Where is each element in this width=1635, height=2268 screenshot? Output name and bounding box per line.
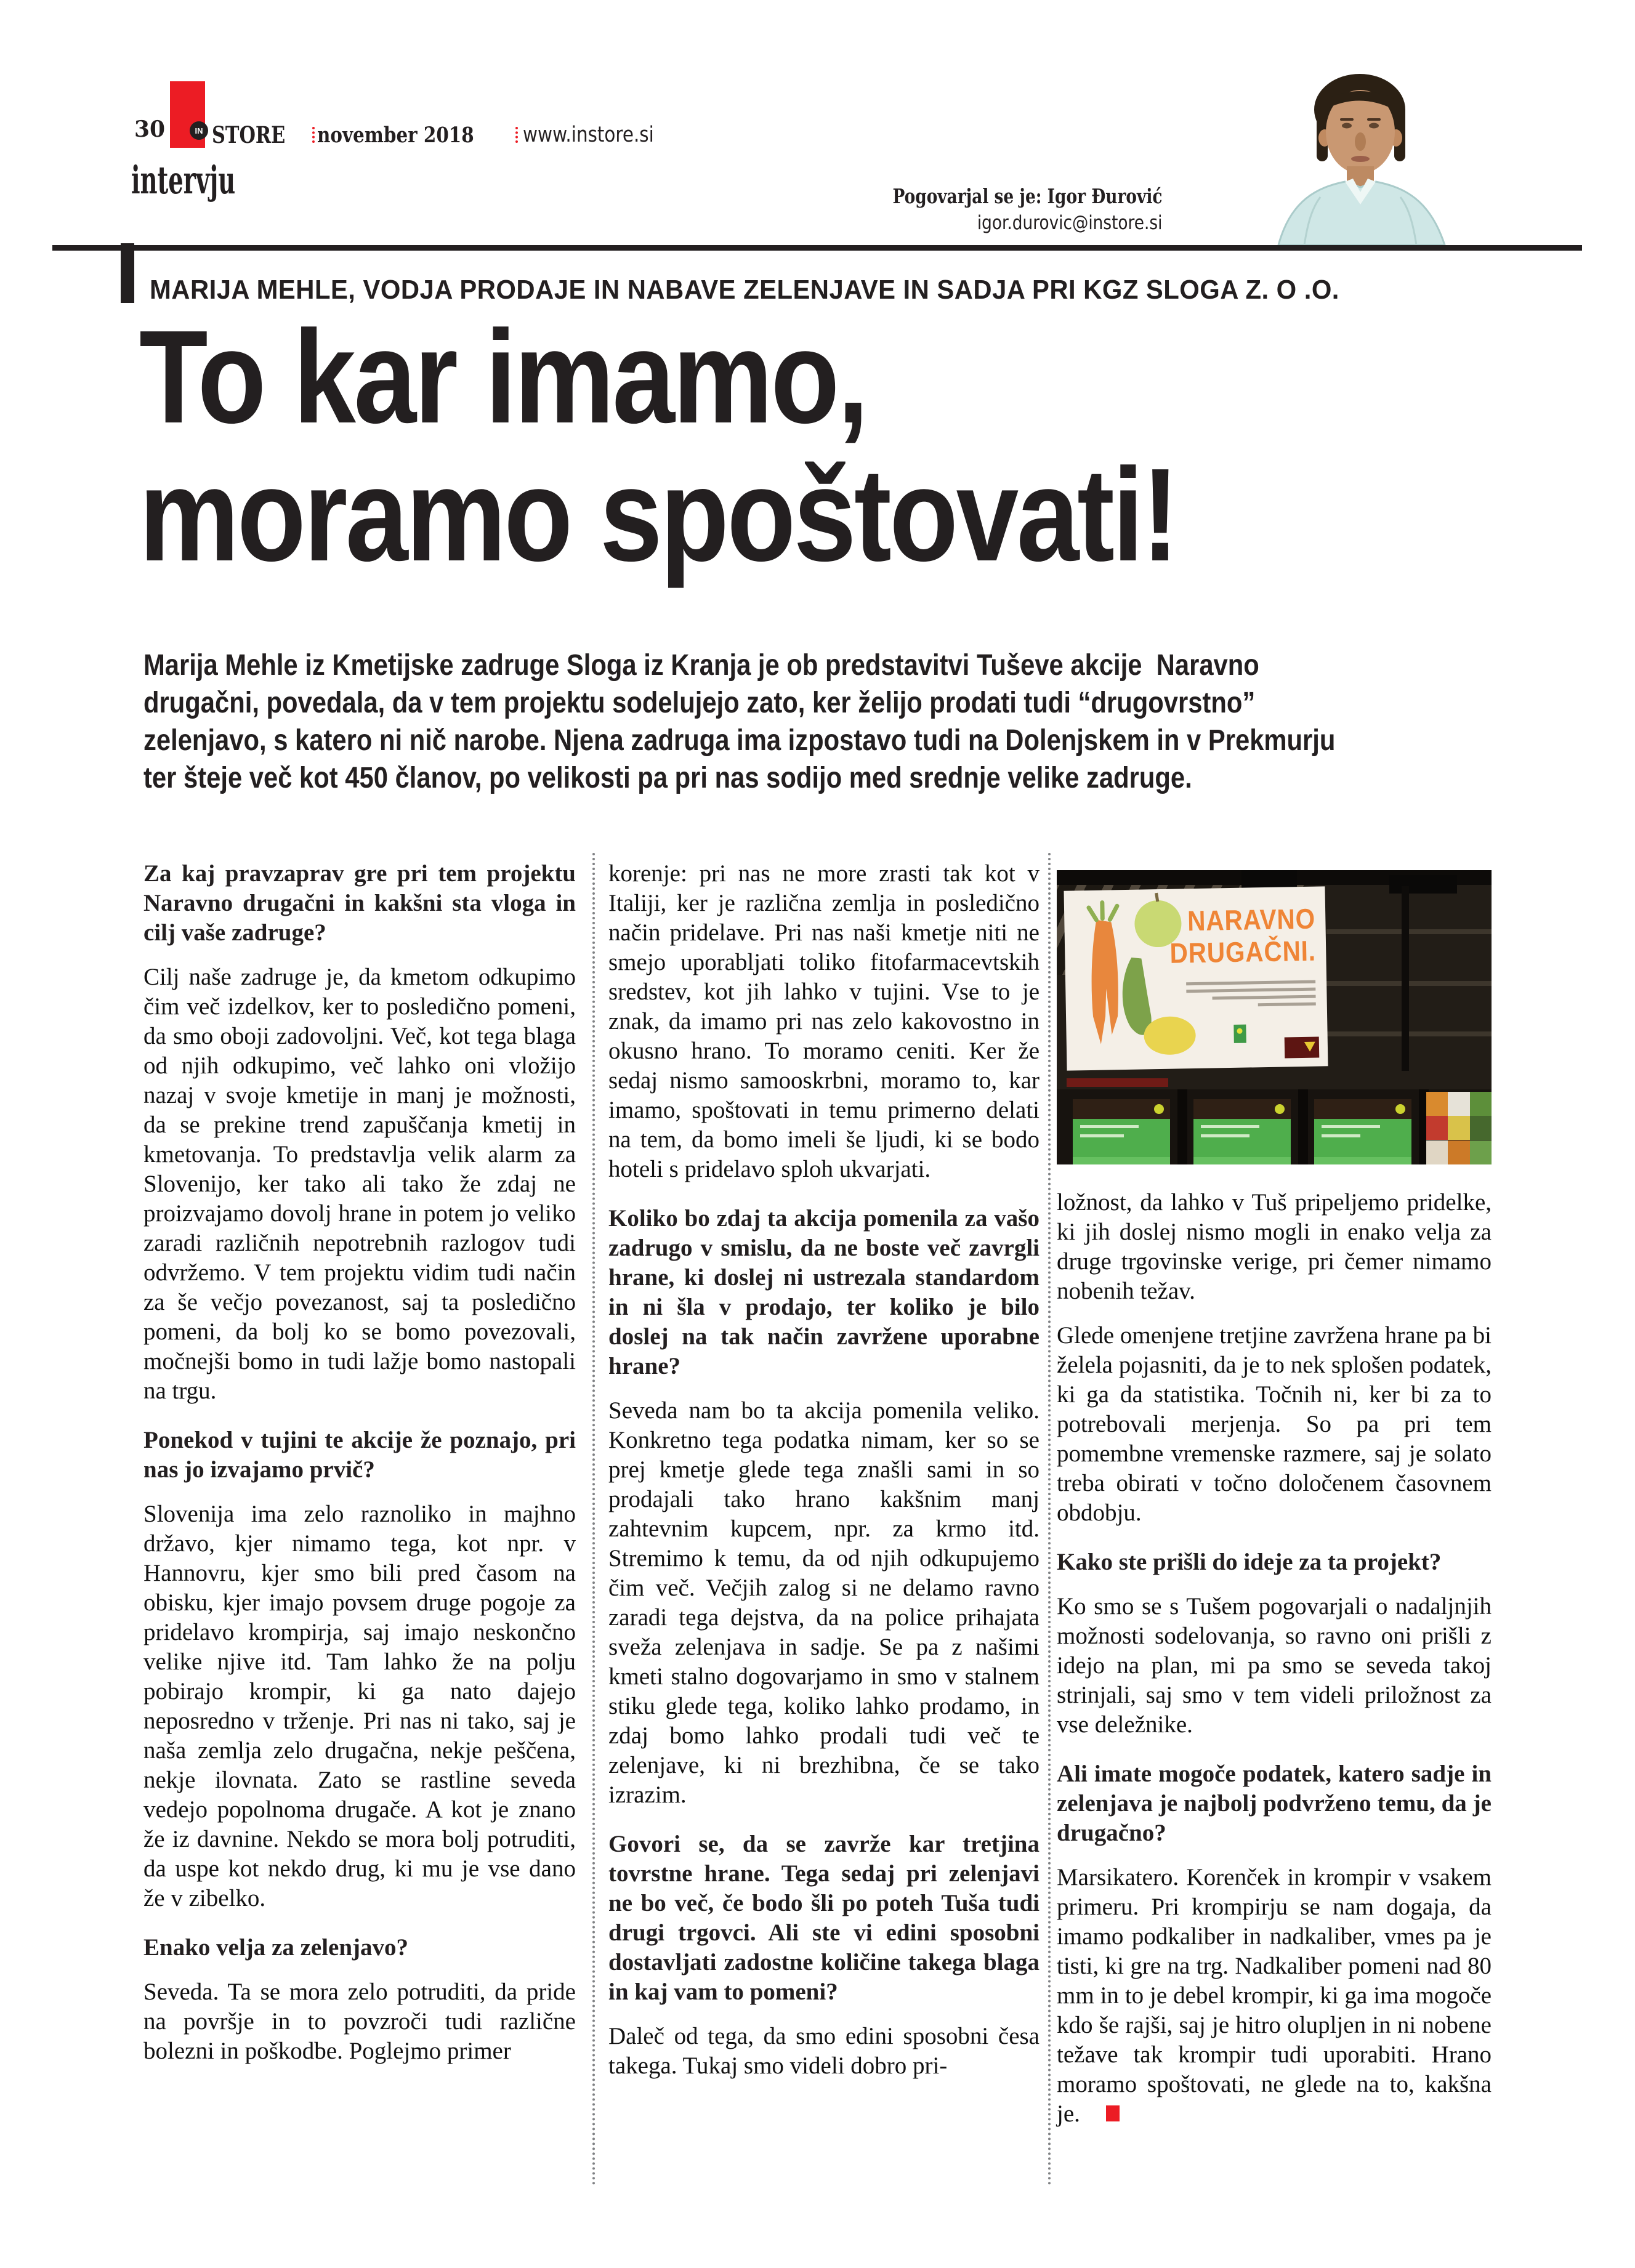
shelf-sign-header xyxy=(1193,1099,1291,1119)
shelf-sign xyxy=(1073,1099,1170,1164)
headline-line-2: moramo spoštovati! xyxy=(139,440,1177,589)
lede xyxy=(143,647,1514,797)
store-banner xyxy=(1064,886,1328,1070)
shelf-rail xyxy=(1326,981,1492,986)
shelf-sign-header xyxy=(1073,1099,1170,1119)
lede-line: Marija Mehle iz Kmetijske zadruge Sloga iz Kranja je ob predstavitvi Tuševe akcije Naravno xyxy=(143,649,1259,682)
banner-title-line-1: NARAVNO xyxy=(1187,902,1316,937)
pepper-icon xyxy=(1304,1042,1315,1052)
shelf-sign xyxy=(1193,1099,1291,1164)
article-column-2 xyxy=(608,859,1040,2081)
interview-question: Govori se, da se zavrže kar tretjina tovrstne hrane. Tega sedaj pri zelenjavi ne bo več, če bodo šli po poteh Tuša tudi drugi trgovci. Ali ste vi edini sposobni dostavljati zadostne količine takega blaga in kaj vam to pomeni? xyxy=(608,1831,1040,2005)
shelf-sign xyxy=(1314,1099,1411,1164)
interview-answer: ložnost, da lahko v Tuš pripeljemo pridelke, ki jih doslej nismo mogli in enako velja za druge trgovinske verige, pri čemer nimamo nobenih težav. xyxy=(1057,1189,1492,1304)
shelf-rail xyxy=(1326,1031,1492,1036)
masthead-store: STORE xyxy=(212,121,286,148)
interview-answer: korenje: pri nas ne more zrasti tak kot v Italiji, ker je različna zemlja in posledično način pridelave. Pri nas naši kmetje niti ne smejo uporabljati toliko fitofarmacevtskih sredstev, kot jih lahko v tujini. Vse to je znak, da imamo pri nas zelo kakovostno in okusno hrano. To moramo ceniti. Ker že sedaj nismo samooskrbni, moramo to, kar imamo, spoštovati in temu primerno delati na tem, da bomo imeli še ljudi, ki se bodo hoteli s pridelavo sploh ukvarjati. xyxy=(608,860,1040,1182)
masthead-row xyxy=(212,121,679,148)
pepper-icon xyxy=(1275,1104,1285,1114)
banner-title xyxy=(1149,903,1316,970)
banner-small-text xyxy=(1186,980,1316,1012)
interview-question: Koliko bo zdaj ta akcija pomenila za vašo zadrugo v smislu, da ne boste več zavrgli hrane, ki doslej ni ustrezala standardom in ni šla v prodajo, ter koliko je bilo doslej na tak način zavržene uporabne hrane? xyxy=(608,1205,1040,1379)
lede-line: ter šteje več kot 450 članov, po velikosti pa pri nas sodijo med srednje velike zadruge. xyxy=(143,762,1192,794)
kicker: MARIJA MEHLE, VODJA PRODAJE IN NABAVE ZELENJAVE IN SADJA PRI KGZ SLOGA Z. O .O. xyxy=(150,275,1339,305)
byline-name: Pogovarjal se je: Igor Đurović xyxy=(892,184,1162,208)
shelf-post xyxy=(1177,1089,1187,1164)
section-title: intervju xyxy=(131,158,236,203)
shelf-red-sign xyxy=(1067,1078,1168,1087)
interview-answer: Seveda nam bo ta akcija pomenila veliko. Konkretno tega podatka nimam, ker so se prej kmetje glede tega znašli sami in so prodajali tako hrano kakšnim manj zahtevnim kupcem, npr. za krmo itd. Stremimo k temu, da od njih odkupujemo čim več. Večjih zalog si ne delamo ravno zaradi tega dejstva, da na police prihajata sveža zelenjava in sadje. Se pa z našimi kmeti stalno dogovarjamo in smo v stalnem stiku glede tega, koliko lahko prodamo, in zdaj bomo lahko prodali tudi več te zelenjave, ki ni brezhibna, če se tako izrazim. xyxy=(608,1397,1040,1808)
interview-question: Enako velja za zelenjavo? xyxy=(143,1934,409,1961)
instore-logo-in-text: IN xyxy=(195,126,203,135)
banner-promo-box xyxy=(1285,1037,1320,1059)
shelf-post xyxy=(1298,1089,1308,1164)
dotted-separator-icon xyxy=(312,127,315,143)
byline-email: igor.durovic@instore.si xyxy=(977,212,1162,234)
interview-answer: Daleč od tega, da smo edini sposobni česa takega. Tukaj smo videli dobro pri- xyxy=(608,2023,1040,2079)
column-divider xyxy=(1048,853,1051,2186)
lede-line: zelenjavo, s katero ni nič narobe. Njena zadruga ima izpostavo tudi na Dolenjskem in v Prekmurju xyxy=(143,724,1336,757)
author-photo xyxy=(1267,60,1495,245)
kicker-bar xyxy=(121,243,134,303)
instore-logo-in-icon xyxy=(190,121,208,140)
track-light-icon xyxy=(1389,875,1457,894)
pepper-icon xyxy=(1395,1104,1405,1114)
shelf-sign-header xyxy=(1314,1099,1411,1119)
end-mark xyxy=(1106,2105,1120,2121)
masthead-website: www.instore.si xyxy=(522,123,654,147)
article-column-3 xyxy=(1057,859,1492,2129)
interview-question: Ali imate mogoče podatek, katero sadje in zelenjava je najbolj podvrženo temu, da je drugačno? xyxy=(1057,1761,1492,1846)
banner-title-line-2: DRUGAČNI. xyxy=(1169,934,1317,969)
tus-logo-icon xyxy=(1233,1025,1246,1043)
shelf-rail xyxy=(1326,929,1492,934)
masthead-issue: november 2018 xyxy=(317,122,475,148)
interview-answer-text: Marsikatero. Korenček in krompir v vsakem primeru. Pri krompirju se nam dogaja, da imamo podkaliber in nadkaliber, vmes pa je tisti, ki gre na trg. Nadkaliber pomeni nad 80 mm in to je debel krompir, ki ga ima mogoče kdo še rajši, saj je hitro olupljen in ni nobene težave tak krompir tudi uporabiti. Hrano moramo spoštovati, ne glede na to, kakšna je. xyxy=(1057,1864,1492,2127)
article-column-1 xyxy=(143,859,576,2066)
lede-line: drugačni, povedala, da v tem projektu sodelujejo zato, ker želijo prodati tudi “drugovrstno” xyxy=(143,687,1256,719)
headline-line-1: To kar imamo, xyxy=(139,302,867,451)
interview-answer: Ko smo se s Tušem pogovarjali o nadaljnjih možnosti sodelovanja, so ravno oni prišli z idejo na plan, mi pa smo se seveda takoj strinjali, saj smo v tem videli priložnost za vse deležnike. xyxy=(1057,1593,1492,1738)
interview-answer: Glede omenjene tretjine zavržena hrane pa bi želela pojasniti, da je to nek splošen podatek, ki ga da statistika. Točnih ni, ker bi za to potrebovali merjenja. So pa pri tem pomembne vremenske razmere, saj je solato treba obirati v točno določenem časovnem obdobju. xyxy=(1057,1322,1492,1526)
page-number: 30 xyxy=(134,116,166,142)
header-rule xyxy=(52,245,1582,251)
interview-answer: Slovenija ima zelo raznoliko in majhno državo, kjer nimamo tega, kot npr. v Hannovru, kjer smo bili pred časom na obisku, kjer imajo povsem druge pogoje za pridelavo krompirja, saj imajo neskončno velike njive itd. Tam lahko že na polju pobirajo krompir, ki ga nato dajejo neposredno v trženje. Pri nas ni tako, saj je naša zemlja zelo drugačna, nekje peščena, nekje ilovnata. Zato se rastline seveda vedejo popolnoma drugače. A kot je znano že iz davnine. Nekdo se mora bolj potruditi, da uspe kot nekdo drug, ki mu je vse dano že v zibelko. xyxy=(143,1501,576,1911)
headline xyxy=(139,302,1360,589)
interview-question: Za kaj pravzaprav gre pri tem projektu Naravno drugačni in kakšni sta vloga in cilj vaše zadruge? xyxy=(143,860,576,946)
produce-shelf xyxy=(1426,1092,1492,1164)
column-divider xyxy=(592,853,595,2186)
interview-answer: Cilj naše zadruge je, da kmetom odkupimo čim več izdelkov, ker to posledično pomeni, da smo oboji zadovoljni. Več, kot tega blaga od njih odkupimo, več lahko oni vložijo nazaj v svoje kmetije in manj je možnosti, da se prekine trend zapuščanja kmetij in kmetovanja. To predstavlja velik alarm za Slovenijo, ker tako ali tako že zdaj ne proizvajamo dovolj hrane in potem jo veliko zaradi različnih nepotrebnih razlogov tudi odvržemo. V tem projektu vidim tudi način za še večjo povezanost, saj ta posledično pomeni, da bolj ko se bomo povezovali, močnejši bomo in tudi lažje bomo nastopali na trgu. xyxy=(143,964,576,1404)
shelf-frame xyxy=(1402,886,1409,1071)
interview-answer: Seveda. Ta se mora zelo potruditi, da pride na površje in to povzroči tudi različne bolezni in poškodbe. Poglejmo primer xyxy=(143,1979,576,2064)
interview-question: Kako ste prišli do ideje za ta projekt? xyxy=(1057,1549,1442,1575)
byline xyxy=(825,185,1162,234)
store-photo xyxy=(1057,870,1492,1164)
dotted-separator-icon xyxy=(515,127,518,143)
interview-answer-last xyxy=(1057,1863,1492,2129)
pepper-icon xyxy=(1154,1104,1164,1114)
interview-question: Ponekod v tujini te akcije že poznajo, pri nas jo izvajamo prvič? xyxy=(143,1427,576,1483)
